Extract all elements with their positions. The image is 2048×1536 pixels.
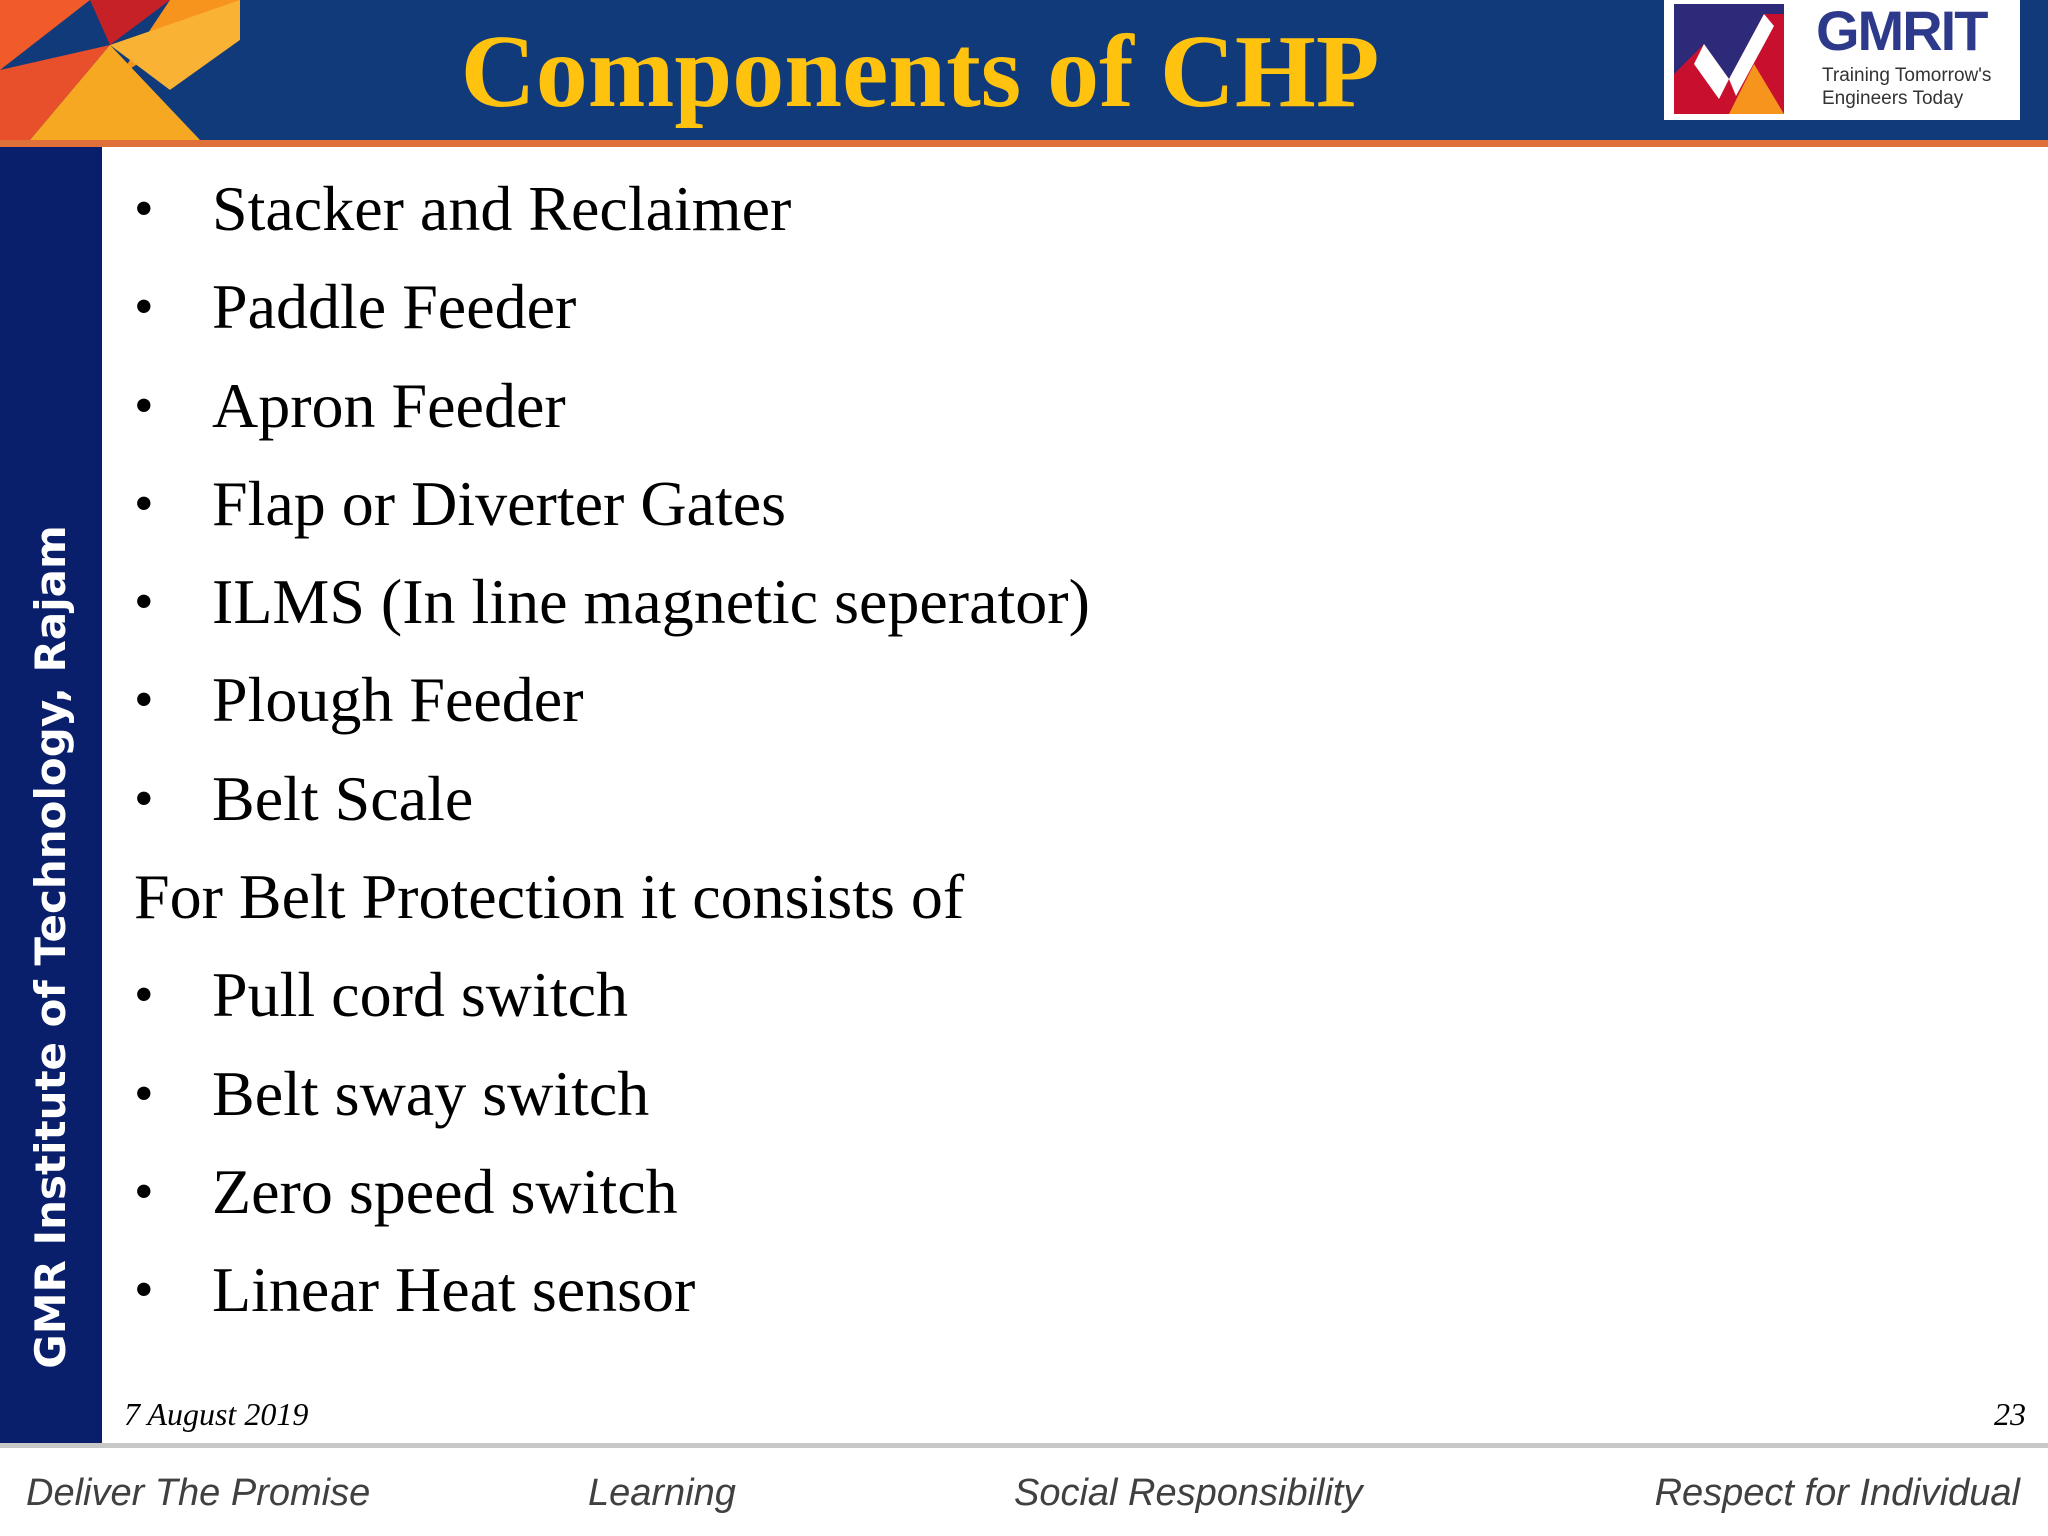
motto-respect: Respect for Individual bbox=[1654, 1472, 2020, 1514]
bullet: • bbox=[134, 472, 154, 535]
protection-item-text: Zero speed switch bbox=[212, 1155, 678, 1227]
list-item bbox=[134, 357, 2014, 455]
motto-social: Social Responsibility bbox=[1014, 1472, 1363, 1514]
logo-tagline-line1: Training Tomorrow's bbox=[1822, 65, 1992, 86]
bullet: • bbox=[134, 1062, 154, 1125]
bullet: • bbox=[134, 178, 154, 240]
bullet: • bbox=[134, 571, 154, 634]
list-item bbox=[134, 750, 2014, 848]
logo-tagline-line2: Engineers Today bbox=[1822, 88, 1964, 109]
bullet: • bbox=[134, 1160, 154, 1223]
slide-title: Components of CHP bbox=[460, 14, 1380, 129]
list-item bbox=[134, 1143, 2014, 1241]
logo-tagline bbox=[1822, 64, 2018, 110]
protection-item-text: Linear Heat sensor bbox=[212, 1254, 696, 1326]
slide-content bbox=[134, 160, 2014, 1340]
list-item bbox=[134, 160, 2014, 258]
list-item bbox=[134, 553, 2014, 651]
institute-name: GMR Institute of Technology, Rajam bbox=[26, 525, 75, 1369]
component-text: Belt Scale bbox=[212, 762, 474, 834]
belt-protection-heading: For Belt Protection it consists of bbox=[134, 861, 965, 933]
component-text: Stacker and Reclaimer bbox=[212, 173, 792, 244]
belt-protection-heading-line bbox=[134, 848, 2014, 946]
institute-sidebar bbox=[0, 147, 102, 1443]
bullet: • bbox=[134, 964, 154, 1027]
gmrit-logo bbox=[1664, 0, 2020, 120]
page-number: 23 bbox=[1994, 1396, 2026, 1432]
list-item bbox=[134, 1045, 2014, 1143]
logo-mark-icon bbox=[1674, 4, 1784, 114]
component-text: Plough Feeder bbox=[212, 664, 584, 736]
bullet: • bbox=[134, 767, 154, 830]
component-text: Flap or Diverter Gates bbox=[212, 467, 787, 539]
list-item bbox=[134, 258, 2014, 356]
motto-deliver: Deliver The Promise bbox=[26, 1472, 371, 1514]
bullet: • bbox=[134, 374, 154, 437]
component-text: Paddle Feeder bbox=[212, 271, 577, 343]
motto-learning: Learning bbox=[588, 1472, 736, 1514]
list-item bbox=[134, 651, 2014, 749]
slide-footer bbox=[0, 1448, 2048, 1536]
protection-item-text: Pull cord switch bbox=[212, 959, 628, 1031]
list-item bbox=[134, 1241, 2014, 1339]
list-item bbox=[134, 946, 2014, 1044]
component-text: ILMS (In line magnetic seperator) bbox=[212, 566, 1090, 638]
slide-date: 7 August 2019 bbox=[124, 1396, 309, 1432]
component-text: Apron Feeder bbox=[212, 369, 566, 441]
bullet: • bbox=[134, 669, 154, 732]
bullet: • bbox=[134, 276, 154, 339]
logo-wordmark: GMRIT bbox=[1816, 0, 1987, 62]
header-underline bbox=[0, 140, 2048, 147]
slide-header bbox=[0, 0, 2048, 140]
list-item bbox=[134, 455, 2014, 553]
protection-item-text: Belt sway switch bbox=[212, 1057, 650, 1129]
bullet: • bbox=[134, 1259, 154, 1322]
